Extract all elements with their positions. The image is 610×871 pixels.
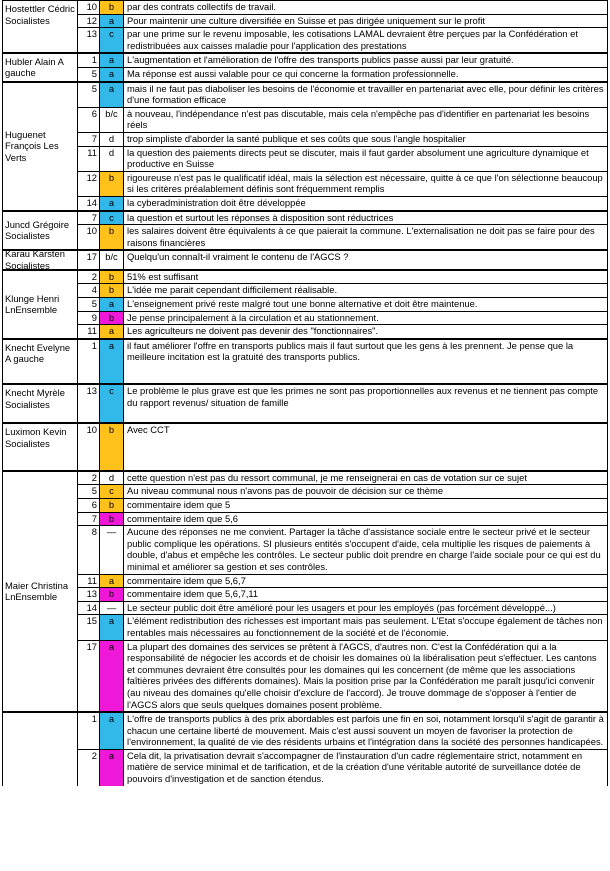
respondent-name (2, 340, 78, 383)
question-number: 10 (78, 225, 100, 249)
question-number: 1 (78, 713, 100, 749)
respondent-name-text: Juncd Grégoire Socialistes (5, 218, 70, 242)
respondent-group (2, 711, 608, 786)
comment-text: rigoureuse n'est pas le qualificatif idéal, mais la sélection est nécessaire, quitte à ce que l'on sélectionne beaucoup si les critères préalablement définis sont fréquemment remplis (124, 172, 608, 196)
answer-code: a (100, 54, 124, 67)
comment-text: trop simpliste d'aborder la santé publique et ses coûts que sous l'angle hospitalier (124, 133, 608, 146)
respondent-name-text: Luximon Kevin Socialistes (5, 426, 67, 449)
table-row (78, 602, 608, 616)
table-row (78, 325, 608, 338)
comment-text: L'offre de transports publics à des prix abordables est parfois une fin en soi, notamment lorsqu'il s'agit de garantir à chacun une certaine liberté de mouvement. Mais c'est aussi souvent un moyen de favoriser la protection de l'environnement, la qualité de vie des résidents urbains et l'intégration dans la société des personnes handicapées. (124, 713, 608, 749)
respondent-name-text: Hostettler Cédric Socialistes (5, 3, 75, 26)
answer-code: b (100, 284, 124, 297)
answer-code: c (100, 212, 124, 225)
answer-code: c (100, 385, 124, 422)
answer-code: b (100, 312, 124, 325)
table-row (78, 750, 608, 786)
table-row (78, 83, 608, 108)
answer-code: b (100, 271, 124, 284)
question-number: 10 (78, 424, 100, 470)
respondent-name (2, 83, 78, 210)
table-row (78, 54, 608, 68)
table-row (78, 615, 608, 640)
table-row (78, 108, 608, 133)
comment-text: Ma réponse est aussi valable pour ce qui concerne la formation professionnelle. (124, 68, 608, 81)
answer-code: b (100, 1, 124, 14)
respondent-name (2, 1, 78, 52)
question-number: 11 (78, 147, 100, 171)
comment-text: Cela dit, la privatisation devrait s'accompagner de l'instauration d'un cadre réglementaire strict, notamment en matière de service minimal et de tarification, et de la création d'une véritable autorité de surveillance dotée de pouvoirs d'investigation et de sanction étendus. (124, 750, 608, 786)
answer-code: a (100, 641, 124, 712)
answer-code: a (100, 298, 124, 311)
answer-code: d (100, 147, 124, 171)
respondent-name (2, 424, 78, 470)
respondent-name-text: Karau Karsten Socialistes (5, 248, 65, 272)
respondent-name-text: Knecht Evelyne A gauche (5, 341, 71, 365)
answer-code: — (100, 602, 124, 615)
respondent-group (2, 52, 608, 80)
answer-code: b (100, 588, 124, 601)
table-row (78, 513, 608, 527)
answer-code: c (100, 485, 124, 498)
respondent-group (2, 422, 608, 470)
respondent-name-text: Hubler Alain A gauche (5, 55, 64, 79)
question-number: 6 (78, 499, 100, 512)
comment-text: la question des paiements directs peut se discuter, mais il faut garder absolument une agriculture dynamique et productive en Suisse (124, 147, 608, 171)
answer-code: — (100, 526, 124, 573)
table-row (78, 197, 608, 210)
question-number: 5 (78, 485, 100, 498)
answer-code: b (100, 499, 124, 512)
table-row (78, 472, 608, 486)
comment-text: à nouveau, l'indépendance n'est pas discutable, mais cela n'empêche pas d'identifier en partenariat les besoins réels (124, 108, 608, 132)
question-number: 17 (78, 641, 100, 712)
question-number: 1 (78, 340, 100, 383)
comment-text: L'augmentation et l'amélioration de l'offre des transports publics passe aussi par leur gratuité. (124, 54, 608, 67)
comment-text: L'élément redistribution des richesses est important mais pas seulement. L'Etat s'occupe également de tâches non rentables mais nécessaires au fonctionnement de la société et de l'économie. (124, 615, 608, 639)
question-number: 13 (78, 385, 100, 422)
question-number: 2 (78, 271, 100, 284)
question-number: 17 (78, 251, 100, 269)
comment-text: 51% est suffisant (124, 271, 608, 284)
question-number: 5 (78, 68, 100, 81)
question-number: 15 (78, 615, 100, 639)
respondent-name (2, 54, 78, 80)
table-row (78, 225, 608, 249)
comment-text: Aucune des réponses ne me convient. Partager la tâche d'assistance sociale entre le secteur privé et le secteur public complique les opérations. SI plusieurs entités s'occupent d'aide, cela multiplie les risques de paiements à double, d'abus et empêche les contrôles. Le secteur public doit prendre en charge l'aide sociale pour ce qui est du minimal et améliorer sa gestion et ses contrôles. (124, 526, 608, 573)
question-number: 14 (78, 197, 100, 210)
question-number: 5 (78, 83, 100, 107)
question-number: 14 (78, 602, 100, 615)
comment-text: Je pense principalement à la circulation et au stationnement. (124, 312, 608, 325)
comment-text: Avec CCT (124, 424, 608, 470)
answer-code: a (100, 575, 124, 588)
comment-text: par des contrats collectifs de travail. (124, 1, 608, 14)
comment-text: Au niveau communal nous n'avons pas de pouvoir de décision sur ce thème (124, 485, 608, 498)
answer-code: b (100, 225, 124, 249)
comment-text: les salaires doivent être équivalents à ce que paierait la commune. L'externalisation ne doit pas se faire pour des raisons financières (124, 225, 608, 249)
question-number: 9 (78, 312, 100, 325)
question-number: 7 (78, 133, 100, 146)
question-number: 6 (78, 108, 100, 132)
respondent-name-text: Knecht Myrèle Socialistes (5, 387, 65, 410)
answer-code: d (100, 472, 124, 485)
question-number: 7 (78, 513, 100, 526)
respondent-name-text: Klunge Henri LnEnsemble (5, 292, 60, 316)
answer-code: a (100, 340, 124, 383)
table-row (78, 588, 608, 602)
table-row (78, 68, 608, 81)
respondent-name (2, 385, 78, 422)
answer-code: a (100, 197, 124, 210)
comment-text: commentaire idem que 5,6 (124, 513, 608, 526)
question-number: 2 (78, 472, 100, 485)
table-row (78, 212, 608, 226)
table-row (78, 713, 608, 750)
respondent-group (2, 338, 608, 383)
comment-text: La plupart des domaines des services se prêtent à l'AGCS, d'autres non. C'est la Confédération qui a la responsabilité de négocier les accords et de choisir les domaines où la libéralisation peut s'effectuer. Les cantons et communes devraient être consultés pour les domaines qui les concernent (de même que les associations faîtières privées des différents domaines). Mais la position prise par la Confédération me paraît jusqu'ici convenir (au niveau des domaines qu'elle choisir d'exclure de l'accord). Je trouve dommage de s'opposer à l'entier de l'AGCS alors que seuls quelques domaines posent problème. (124, 641, 608, 712)
answer-code: a (100, 15, 124, 28)
comment-text: Le problème le plus grave est que les primes ne sont pas proportionnelles aux revenus et ne tiennent pas compte du rapport revenus/ situation de famille (124, 385, 608, 422)
answer-code: b/c (100, 251, 124, 269)
table-row (78, 1, 608, 15)
answer-code: b (100, 424, 124, 470)
comment-text: Pour maintenir une culture diversifiée en Suisse et pas dirigée uniquement sur le profit (124, 15, 608, 28)
table-row (78, 28, 608, 52)
table-row (78, 172, 608, 197)
table-row (78, 641, 608, 712)
table-row (78, 526, 608, 574)
respondent-group (2, 470, 608, 711)
table-row (78, 15, 608, 29)
comment-text: commentaire idem que 5 (124, 499, 608, 512)
respondent-name (2, 271, 78, 338)
comment-text: Le secteur public doit être amélioré pour les usagers et pour les employés (pas forcément développé...) (124, 602, 608, 615)
answer-code: d (100, 133, 124, 146)
question-number: 13 (78, 28, 100, 52)
respondent-name (2, 472, 78, 711)
table-row (78, 312, 608, 326)
comments-table (2, 0, 608, 786)
respondent-group (2, 269, 608, 338)
question-number: 11 (78, 575, 100, 588)
question-number: 10 (78, 1, 100, 14)
answer-code: b (100, 513, 124, 526)
question-number: 13 (78, 588, 100, 601)
table-row (78, 251, 608, 269)
comment-text: commentaire idem que 5,6,7,11 (124, 588, 608, 601)
table-row (78, 385, 608, 422)
comment-text: il faut améliorer l'offre en transports publics mais il faut surtout que les gens à les prennent. Je pense que la meilleure incitation est la gratuité des transports publics. (124, 340, 608, 383)
comment-text: la question et surtout les réponses à disposition sont réductrices (124, 212, 608, 225)
comment-text: Les agriculteurs ne doivent pas devenir des "fonctionnaires". (124, 325, 608, 338)
question-number: 7 (78, 212, 100, 225)
table-row (78, 340, 608, 383)
table-row (78, 284, 608, 298)
comment-text: par une prime sur le revenu imposable, les cotisations LAMAL devraient être perçues par la Confédération et redistribuées aux caisses maladie pour l'application des prestations (124, 28, 608, 52)
table-row (78, 424, 608, 470)
table-row (78, 499, 608, 513)
comment-text: commentaire idem que 5,6,7 (124, 575, 608, 588)
table-row (78, 298, 608, 312)
question-number: 8 (78, 526, 100, 573)
table-row (78, 485, 608, 499)
question-number: 4 (78, 284, 100, 297)
question-number: 1 (78, 54, 100, 67)
answer-code: c (100, 28, 124, 52)
question-number: 12 (78, 15, 100, 28)
table-row (78, 147, 608, 172)
answer-code: b/c (100, 108, 124, 132)
answer-code: a (100, 615, 124, 639)
comment-text: la cyberadministration doit être développée (124, 197, 608, 210)
respondent-group (2, 383, 608, 422)
answer-code: a (100, 83, 124, 107)
table-row (78, 133, 608, 147)
respondent-name-text: Huguenet François Les Verts (5, 128, 59, 163)
respondent-group (2, 81, 608, 210)
table-row (78, 271, 608, 285)
answer-code: b (100, 172, 124, 196)
respondent-group (2, 0, 608, 52)
respondent-name (2, 212, 78, 250)
comment-text: L'idée me parait cependant difficilement réalisable. (124, 284, 608, 297)
respondent-name (2, 713, 78, 786)
answer-code: a (100, 68, 124, 81)
respondent-name-text: Maier Christina LnEnsemble (5, 579, 69, 603)
question-number: 2 (78, 750, 100, 786)
comment-text: L'enseignement privé reste malgré tout une bonne alternative et doit être maintenue. (124, 298, 608, 311)
answer-code: a (100, 750, 124, 786)
question-number: 12 (78, 172, 100, 196)
respondent-group (2, 210, 608, 250)
comment-text: mais il ne faut pas diaboliser les besoins de l'économie et travailler en partenariat avec elle, pour définir les critères d'une formation efficace (124, 83, 608, 107)
answer-code: a (100, 713, 124, 749)
table-row (78, 575, 608, 589)
respondent-name (2, 248, 78, 272)
answer-code: a (100, 325, 124, 338)
respondent-group (2, 248, 608, 272)
comment-text: Quelqu'un connaît-il vraiment le contenu de l'AGCS ? (124, 251, 608, 269)
question-number: 11 (78, 325, 100, 338)
comment-text: cette question n'est pas du ressort communal, je me renseignerai en cas de votation sur ce sujet (124, 472, 608, 485)
question-number: 5 (78, 298, 100, 311)
